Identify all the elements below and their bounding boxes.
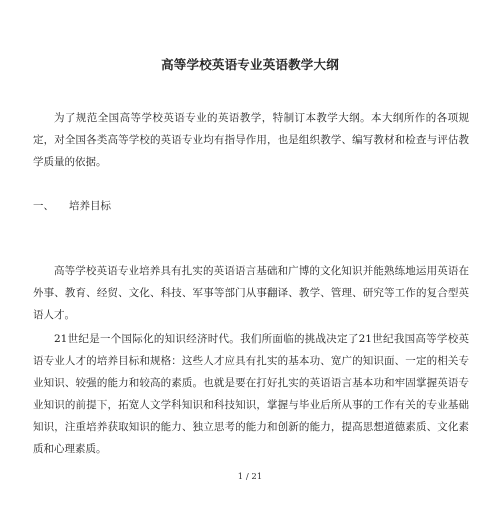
- section-number: 一、: [33, 200, 54, 212]
- objective-paragraph: 高等学校英语专业培养具有扎实的英语语言基础和广博的文化知识并能熟练地运用英语在外事、教育、经贸、文化、科技、军事等部门从事翻译、教学、管理、研究等工作的复合型英语人才。: [33, 265, 469, 321]
- document-title: 高等学校英语专业英语教学大纲: [161, 57, 339, 72]
- section-heading-text: 培养目标: [69, 200, 111, 212]
- section-heading: [33, 199, 111, 213]
- century-paragraph: 21世纪是一个国际化的知识经济时代。我们所面临的挑战决定了21世纪我国高等学校英语专业人才的培养目标和规格：这些人才应具有扎实的基本功、宽广的知识面、一定的相关专业知识、较强的能力和较高的素质。也就是要在打好扎实的英语语言基本功和牢固掌握英语专业知识的前提下，拓宽人文学科知识和科技知识，掌握与毕业后所从事的工作有关的专业基础知识，注重培养获取知识的能力、独立思考的能力和创新的能力，提高思想道德素质、文化素质和心理素质。: [33, 333, 469, 455]
- page-number: 1 / 21: [237, 472, 263, 482]
- intro-paragraph: 为了规范全国高等学校英语专业的英语教学，特制订本教学大纲。本大纲所作的各项规定，对全国各类高等学校的英语专业均有指导作用，也是组织教学、编写教材和检查与评估教学质量的依据。: [33, 112, 469, 168]
